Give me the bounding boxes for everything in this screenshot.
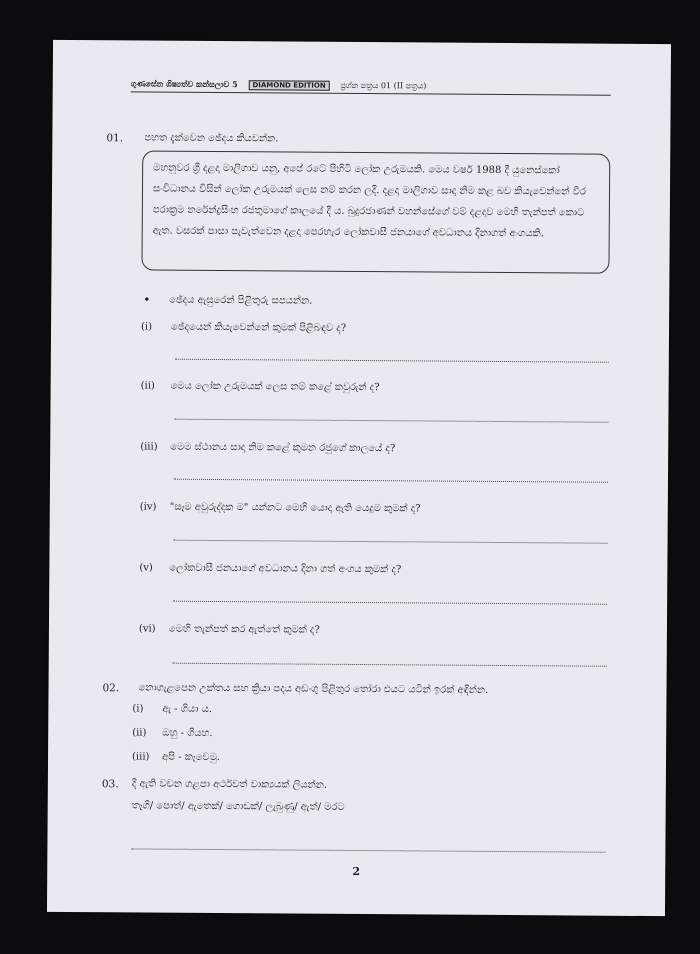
- q3-word-list: තෑගි/ පොත්/ ඇතෙක්/ ගොඩක්/ ලැබුණු/ ඇත්/ මරට: [131, 800, 345, 813]
- q1-item-text: ඡේදයෙන් කියැවෙන්නේ කුමක් පිළිබඳව ද?: [171, 321, 347, 334]
- exam-page: [47, 40, 671, 916]
- q1-item-text: මෙම ස්ථානය සාදා නිම කළේ කුමන රජුගේ කාලයේ ද?: [170, 441, 396, 455]
- q1-number: 01.: [106, 132, 124, 145]
- q1-item-text: "සෑම අවුරුද්දක ම" යන්නට මෙහි යොදා ඇති යෙදුම කුමක් ද?: [169, 501, 421, 515]
- q1-item-text: මෙය ලෝක උරුමයක් ලෙස නම් කළේ කවුරුන් ද?: [170, 380, 380, 394]
- page-header: [131, 78, 611, 95]
- q2-option-text[interactable]: ඇ - ගියා ය.: [162, 703, 213, 715]
- q1-item-text: මෙහි තැන්පත් කර ඇත්තේ කුමක් ද?: [168, 623, 320, 636]
- series-title: ගුණසේන ශිෂ්‍යත්ව කන්සලාව 5: [130, 78, 238, 90]
- q1-item-number: (vi): [138, 623, 156, 635]
- q2-option-number: (iii): [132, 751, 150, 763]
- q1-item-number: (iv): [139, 501, 157, 513]
- q1-sub-instruction: ඡේදය ඇසුරෙන් පිළිතුරු සපයන්න.: [169, 294, 313, 307]
- q2-option-text[interactable]: අපි - කෑවෙමු.: [162, 751, 221, 764]
- q3-number: 03.: [101, 778, 119, 791]
- page-number: 2: [352, 864, 361, 879]
- q2-number: 02.: [102, 682, 120, 695]
- q1-passage-box: මහනුවර ශ්‍රී දළදා මාලිගාව යනු, අපේ රටේ පිහිටි ලෝක උරුමයකි. මෙය වර්ෂ 1988 දී යුනෙස්කෝ සංවිධානය විසින් ලෝක උරුමයක් ලෙස නම් කරන ලදී. දළදා මාලිගාව සාදා නිම කළ බව කියැවෙන්නේ වීර පරාක්‍රම නරේන්ද්‍රසිංහ රජතුමාගේ කාලයේ දී ය. බුදුරජාණන් වහන්සේගේ වම් දළදාව මෙහි තැන්පත් කොට ඇත. වසරක් පාසා පැවැත්වෙන දළදා පෙරහැර ලෝකවාසී ජනයාගේ අවධානය දිනාගත් අංගයකි.: [141, 150, 610, 273]
- answer-line[interactable]: [173, 663, 607, 667]
- q3-instruction: දී ඇති වචන ගළපා අර්ථවත් වාක්‍යයක් ලියන්න.: [131, 778, 327, 791]
- q2-option-number: (i): [132, 703, 144, 715]
- q1-item-number: (iii): [140, 441, 158, 453]
- q1-instruction: පහත දැක්වෙන ඡේදය කියවන්න.: [144, 132, 279, 145]
- answer-line[interactable]: [131, 848, 605, 852]
- q1-item-number: (ii): [140, 380, 155, 392]
- q1-item-number: (i): [141, 321, 153, 333]
- q2-instruction: නොගැළපෙන උක්තය සහ ක්‍රියා පදය අඩංගු පිළිතුර තෝරා එයට යටින් ඉරක් අඳින්න.: [138, 682, 489, 696]
- q2-option-text[interactable]: ඔහු - ගියහ.: [162, 727, 213, 739]
- edition-badge: DIAMOND EDITION: [248, 80, 329, 91]
- answer-line[interactable]: [174, 479, 608, 483]
- q1-item-text: ලෝකවාසී ජනයාගේ අවධානය දිනා ගත් අංගය කුමක් ද?: [169, 562, 402, 576]
- answer-line[interactable]: [175, 359, 609, 363]
- answer-line[interactable]: [173, 601, 607, 605]
- q1-item-number: (v): [139, 562, 153, 574]
- answer-line[interactable]: [174, 419, 608, 423]
- paper-number: ප්‍රශ්න පත්‍රය 01 (II පත්‍රය): [340, 80, 427, 91]
- bullet-icon: •: [143, 292, 151, 307]
- q2-option-number: (ii): [132, 727, 147, 739]
- answer-line[interactable]: [174, 540, 608, 544]
